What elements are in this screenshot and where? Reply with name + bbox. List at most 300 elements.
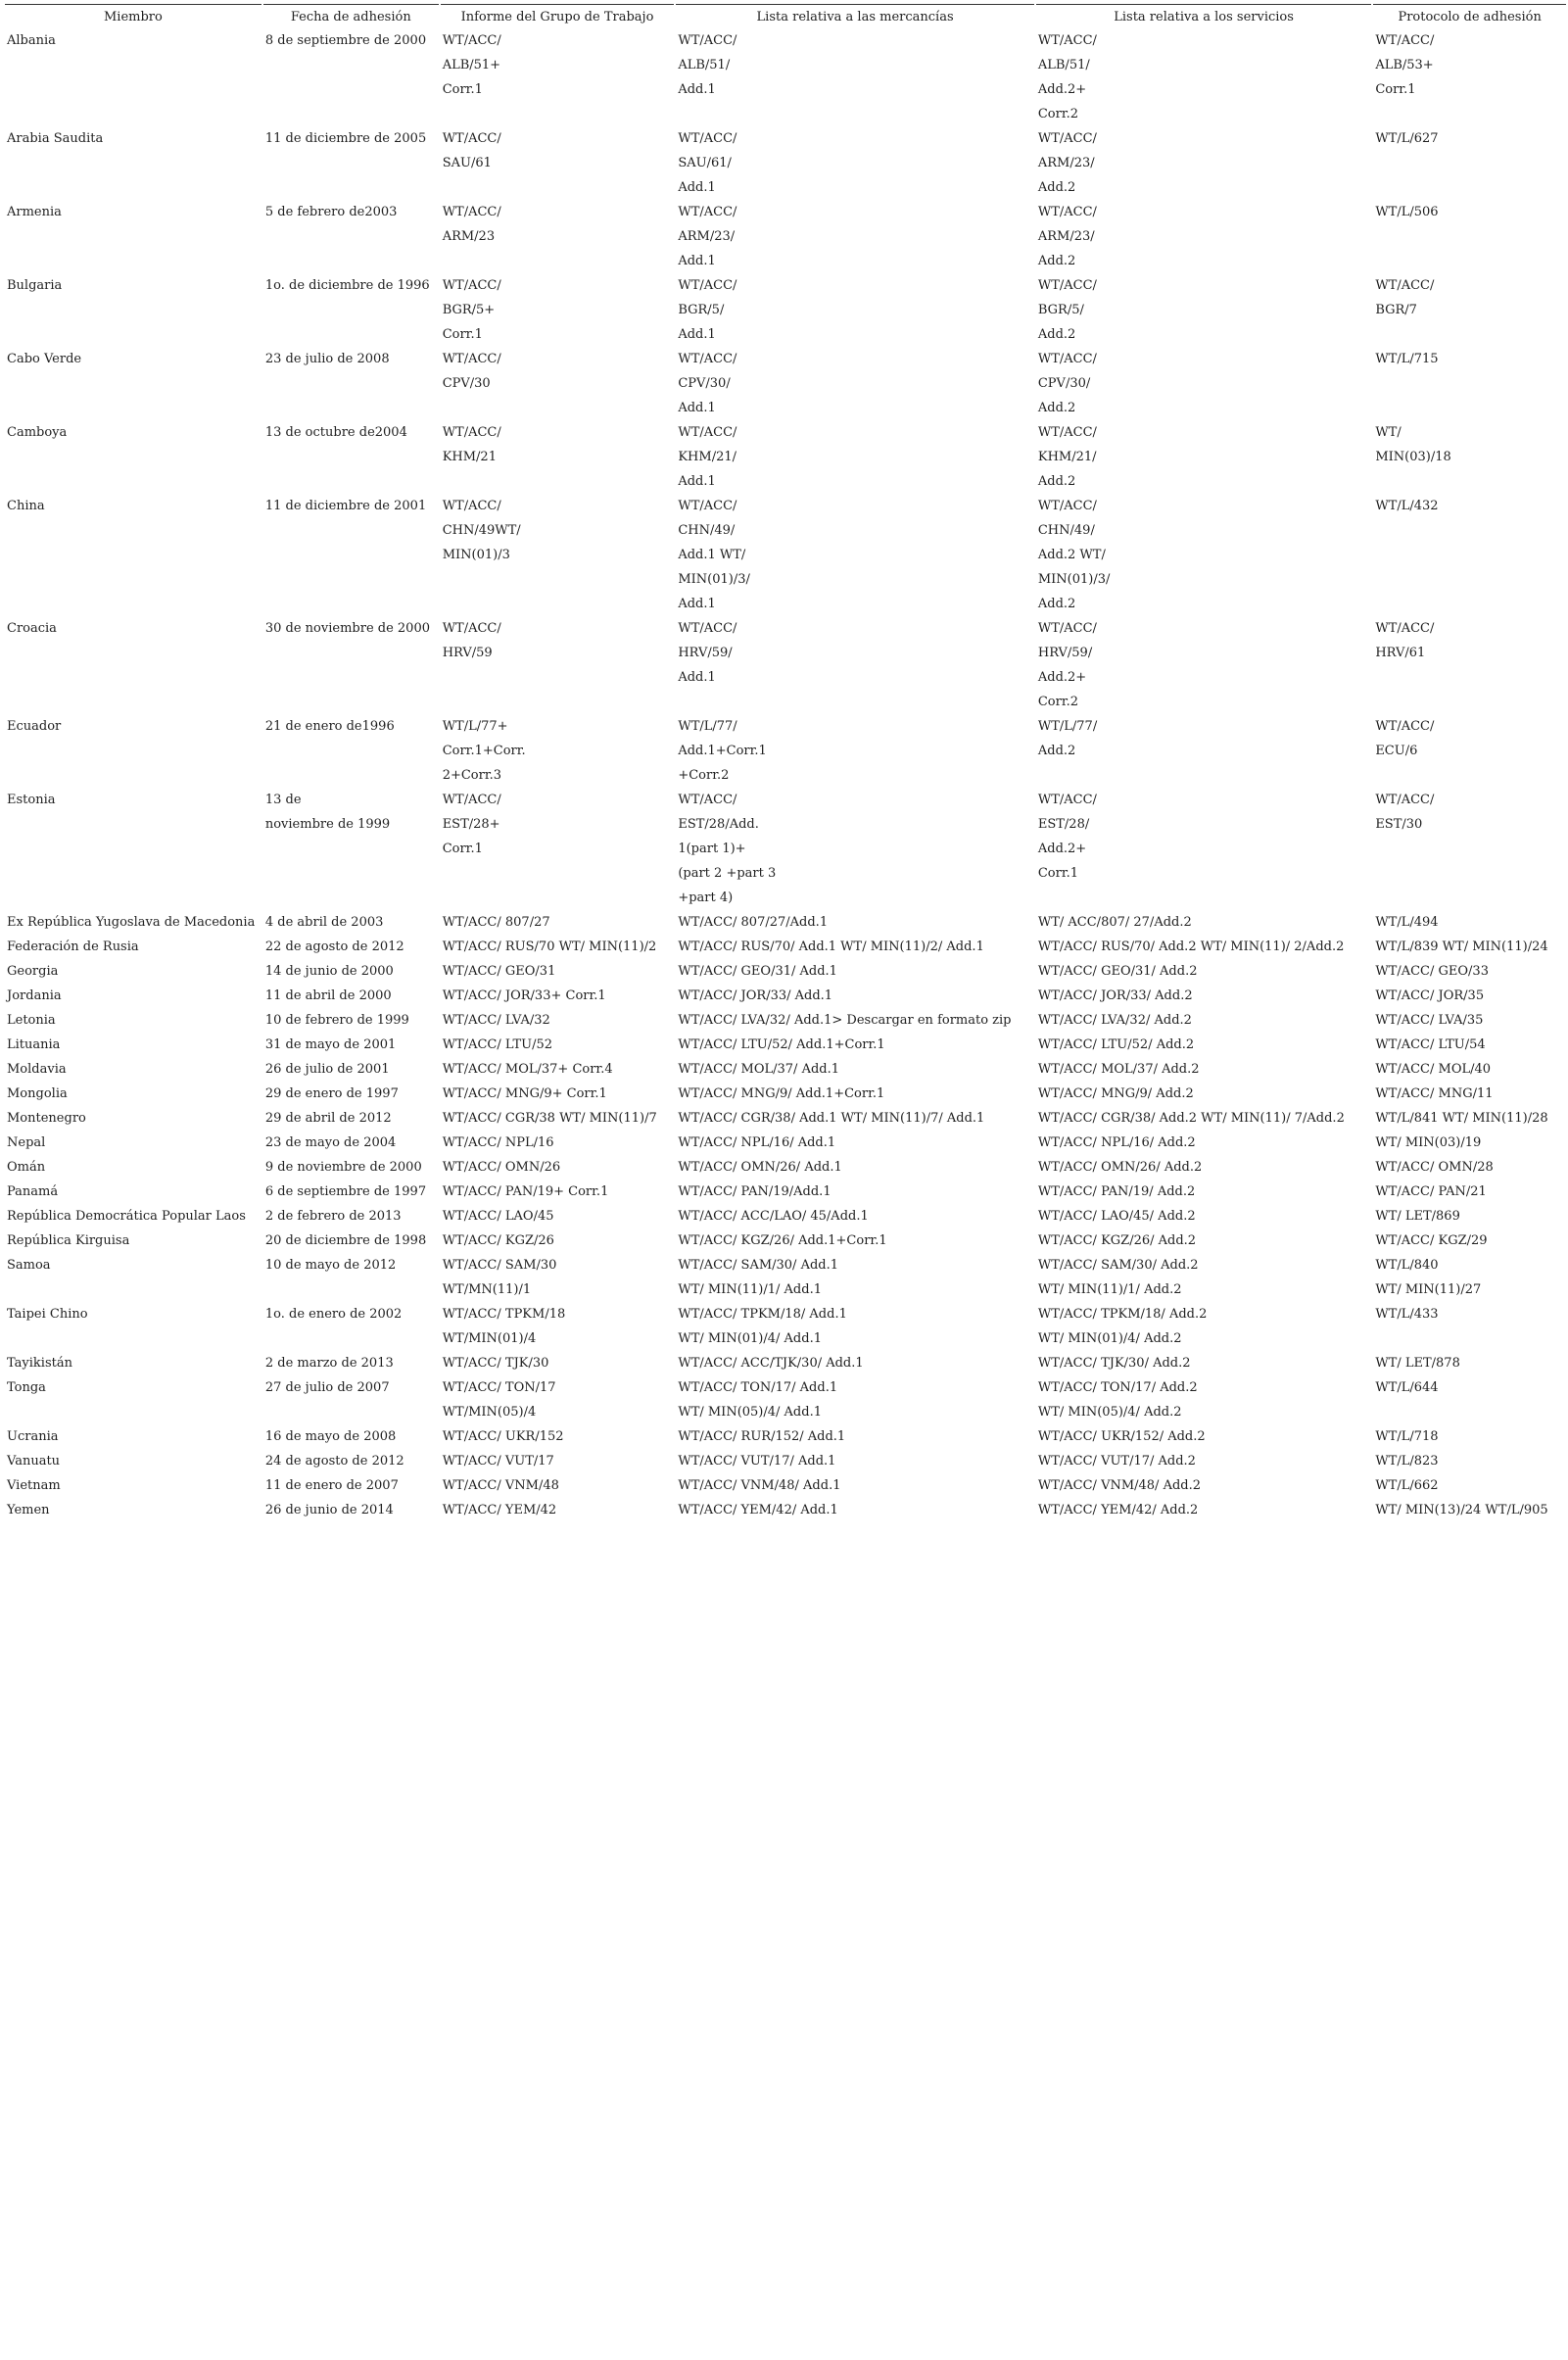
protocol-cell [1373,273,1566,347]
services-list-text: Add.2 [1037,401,1076,415]
report-text: WT/ACC/ PAN/19+ Corr.1 [442,1184,609,1199]
date-cell [263,935,439,959]
goods-list-cell [676,984,1034,1008]
protocol-text: WT/ACC/ [1375,33,1435,48]
services-list-text: Add.2 [1037,254,1076,268]
services-list-text: WT/ ACC/807/ 27/Add.2 [1037,915,1192,930]
protocol-cell [1373,1057,1566,1082]
table-row [5,1106,1566,1131]
table-row [5,1449,1566,1473]
goods-list-text: WT/ MIN(05)/4/ Add.1 [678,1405,822,1420]
member-cell [5,1498,261,1522]
services-list-cell [1036,420,1371,494]
protocol-text: WT/ MIN(13)/24 WT/L/905 [1375,1503,1548,1517]
report-text: WT/ACC/ [442,425,501,440]
date-text: 11 de enero de 2007 [264,1478,399,1493]
report-text: WT/ACC/ NPL/16 [442,1135,554,1150]
protocol-text: WT/ACC/ MNG/11 [1375,1086,1494,1101]
services-list-cell [1036,1498,1371,1522]
goods-list-cell [676,616,1034,714]
date-text: 29 de abril de 2012 [264,1111,392,1126]
protocol-text: WT/L/715 [1375,352,1439,366]
services-list-cell [1036,28,1371,126]
protocol-cell [1373,1180,1566,1204]
member-text: Montenegro [7,1111,86,1126]
services-list-text: WT/ACC/ SAM/30/ Add.2 [1037,1258,1199,1273]
goods-list-text: WT/ACC/ KGZ/26/ Add.1+Corr.1 [678,1233,887,1248]
report-cell [441,1498,675,1522]
date-cell [263,494,439,616]
protocol-cell [1373,1351,1566,1375]
table-row [5,273,1566,347]
member-text: Armenia [7,205,62,219]
member-text: Bulgaria [7,278,63,293]
services-list-cell [1036,1057,1371,1082]
member-text: Cabo Verde [7,352,82,366]
services-list-text: WT/ACC/ VUT/17/ Add.2 [1037,1454,1196,1469]
goods-list-text: WT/ACC/ PAN/19/Add.1 [678,1184,832,1199]
protocol-cell [1373,28,1566,126]
services-list-cell [1036,1253,1371,1302]
date-text: 21 de enero de1996 [264,719,395,734]
report-cell [441,1449,675,1473]
date-text: 9 de noviembre de 2000 [264,1160,422,1175]
goods-list-cell [676,1473,1034,1498]
services-list-cell [1036,1033,1371,1057]
goods-list-cell [676,959,1034,984]
protocol-text: WT/ LET/878 [1375,1356,1460,1371]
member-cell [5,200,261,273]
report-text: Corr.1+Corr. [442,744,526,758]
member-cell [5,1473,261,1498]
table-row [5,1302,1566,1351]
header-report: Informe del Grupo de Trabajo [441,4,675,28]
goods-list-text: Add.1 [678,401,716,415]
goods-list-text: WT/ACC/ LVA/32/ Add.1> Descargar en formato zip [678,1013,1012,1028]
services-list-cell [1036,126,1371,200]
report-cell [441,935,675,959]
date-text: 26 de julio de 2001 [264,1062,390,1077]
goods-list-text: Add.1 [678,82,716,97]
protocol-cell [1373,1155,1566,1180]
services-list-text: WT/ACC/ MOL/37/ Add.2 [1037,1062,1200,1077]
protocol-cell [1373,935,1566,959]
report-cell [441,1302,675,1351]
date-cell [263,1033,439,1057]
member-text: Jordania [7,988,62,1003]
protocol-text: WT/ACC/ OMN/28 [1375,1160,1494,1175]
date-text: 31 de mayo de 2001 [264,1037,397,1052]
services-list-text: WT/ACC/ TON/17/ Add.2 [1037,1380,1198,1395]
protocol-cell [1373,1204,1566,1228]
services-list-text: WT/ACC/ RUS/70/ Add.2 WT/ MIN(11)/ 2/Add.2 [1037,939,1345,954]
report-cell [441,1155,675,1180]
report-cell [441,1228,675,1253]
date-cell [263,1424,439,1449]
protocol-text: WT/ACC/ PAN/21 [1375,1184,1487,1199]
goods-list-cell [676,1375,1034,1424]
services-list-text: WT/ MIN(01)/4/ Add.2 [1037,1331,1182,1346]
report-text: WT/ACC/ CGR/38 WT/ MIN(11)/7 [442,1111,657,1126]
date-cell [263,1302,439,1351]
goods-list-cell [676,910,1034,935]
report-text: WT/ACC/ [442,33,501,48]
goods-list-text: WT/ACC/ 807/27/Add.1 [678,915,829,930]
member-text: Panamá [7,1184,59,1199]
goods-list-text: WT/ACC/ LTU/52/ Add.1+Corr.1 [678,1037,885,1052]
report-text: BGR/5+ [442,303,496,317]
date-text: 27 de julio de 2007 [264,1380,390,1395]
services-list-cell [1036,1204,1371,1228]
protocol-cell [1373,1449,1566,1473]
member-cell [5,910,261,935]
protocol-text: WT/ACC/ LTU/54 [1375,1037,1486,1052]
date-text: 11 de abril de 2000 [264,988,392,1003]
member-text: Croacia [7,621,57,636]
goods-list-cell [676,1033,1034,1057]
report-cell [441,714,675,788]
member-text: Ex República Yugoslava de Macedonia [7,915,256,930]
services-list-text: MIN(01)/3/ [1037,572,1111,587]
services-list-text: Add.2 [1037,327,1076,342]
services-list-text: Add.2 WT/ [1037,548,1106,562]
report-text: WT/ACC/ TON/17 [442,1380,556,1395]
services-list-text: WT/ACC/ GEO/31/ Add.2 [1037,964,1198,979]
goods-list-cell [676,200,1034,273]
member-cell [5,1008,261,1033]
protocol-cell [1373,1375,1566,1424]
report-text: WT/ACC/ VNM/48 [442,1478,559,1493]
member-cell [5,788,261,910]
member-cell [5,714,261,788]
services-list-cell [1036,910,1371,935]
goods-list-text: WT/ACC/ ACC/LAO/ 45/Add.1 [678,1209,869,1224]
member-text: República Democrática Popular Laos [7,1209,246,1224]
header-goods: Lista relativa a las mercancías [676,4,1034,28]
table-row [5,1498,1566,1522]
member-cell [5,1106,261,1131]
report-cell [441,1180,675,1204]
goods-list-cell [676,1008,1034,1033]
goods-list-cell [676,1253,1034,1302]
services-list-text: WT/ACC/ [1037,793,1097,807]
date-cell [263,984,439,1008]
goods-list-text: WT/ACC/ ACC/TJK/30/ Add.1 [678,1356,864,1371]
date-cell [263,1449,439,1473]
member-cell [5,494,261,616]
goods-list-text: WT/ACC/ [678,621,737,636]
member-cell [5,1375,261,1424]
report-text: WT/ACC/ 807/27 [442,915,550,930]
protocol-cell [1373,1131,1566,1155]
date-text: 13 de octubre de2004 [264,425,407,440]
member-text: República Kirguisa [7,1233,130,1248]
protocol-text: WT/L/432 [1375,499,1439,513]
member-cell [5,1449,261,1473]
goods-list-cell [676,126,1034,200]
member-cell [5,984,261,1008]
protocol-text: WT/ACC/ [1375,719,1435,734]
table-row [5,347,1566,420]
date-cell [263,714,439,788]
protocol-text: WT/ACC/ KGZ/29 [1375,1233,1488,1248]
report-text: WT/MIN(01)/4 [442,1331,537,1346]
date-text: 11 de diciembre de 2005 [264,131,427,146]
goods-list-text: BGR/5/ [678,303,725,317]
member-text: Letonia [7,1013,56,1028]
goods-list-cell [676,1228,1034,1253]
services-list-cell [1036,788,1371,910]
report-cell [441,616,675,714]
services-list-text: ARM/23/ [1037,156,1095,170]
date-cell [263,347,439,420]
member-cell [5,1424,261,1449]
report-text: WT/ACC/ VUT/17 [442,1454,554,1469]
member-cell [5,616,261,714]
date-text: 10 de mayo de 2012 [264,1258,397,1273]
goods-list-text: EST/28/Add. [678,817,759,832]
services-list-text: WT/ACC/ YEM/42/ Add.2 [1037,1503,1199,1517]
services-list-cell [1036,1449,1371,1473]
report-text: WT/ACC/ LTU/52 [442,1037,553,1052]
protocol-text: WT/L/433 [1375,1307,1439,1322]
table-row [5,788,1566,910]
goods-list-text: WT/ACC/ MNG/9/ Add.1+Corr.1 [678,1086,885,1101]
member-text: Vanuatu [7,1454,61,1469]
services-list-text: WT/ACC/ TJK/30/ Add.2 [1037,1356,1191,1371]
goods-list-text: Add.1 [678,254,716,268]
date-text: 6 de septiembre de 1997 [264,1184,427,1199]
services-list-cell [1036,347,1371,420]
goods-list-text: WT/ACC/ [678,499,737,513]
services-list-text: Add.2 [1037,474,1076,489]
goods-list-text: Add.1 [678,180,716,195]
goods-list-text: WT/ACC/ [678,131,737,146]
report-cell [441,494,675,616]
member-cell [5,1131,261,1155]
goods-list-text: WT/ACC/ YEM/42/ Add.1 [678,1503,838,1517]
report-text: WT/ACC/ TJK/30 [442,1356,549,1371]
services-list-text: CPV/30/ [1037,376,1091,391]
date-text: 30 de noviembre de 2000 [264,621,430,636]
report-cell [441,910,675,935]
table-row [5,1008,1566,1033]
protocol-text: WT/L/841 WT/ MIN(11)/28 [1375,1111,1548,1126]
date-text: 11 de diciembre de 2001 [264,499,427,513]
goods-list-cell [676,1351,1034,1375]
date-cell [263,1057,439,1082]
member-cell [5,1057,261,1082]
goods-list-cell [676,1057,1034,1082]
services-list-cell [1036,1375,1371,1424]
date-text: 23 de mayo de 2004 [264,1135,397,1150]
table-row [5,1473,1566,1498]
member-cell [5,420,261,494]
services-list-cell [1036,1180,1371,1204]
services-list-text: WT/ MIN(05)/4/ Add.2 [1037,1405,1182,1420]
report-cell [441,1131,675,1155]
protocol-text: WT/ MIN(03)/19 [1375,1135,1482,1150]
report-text: WT/ACC/ UKR/152 [442,1429,564,1444]
goods-list-cell [676,420,1034,494]
date-text: 1o. de diciembre de 1996 [264,278,430,293]
member-text: Lituania [7,1037,61,1052]
goods-list-text: WT/ACC/ CGR/38/ Add.1 WT/ MIN(11)/7/ Add.1 [678,1111,985,1126]
member-text: Tayikistán [7,1356,72,1371]
member-text: Vietnam [7,1478,61,1493]
protocol-cell [1373,984,1566,1008]
services-list-cell [1036,1424,1371,1449]
goods-list-cell [676,1302,1034,1351]
protocol-cell [1373,959,1566,984]
services-list-cell [1036,1082,1371,1106]
report-text: WT/ACC/ JOR/33+ Corr.1 [442,988,606,1003]
services-list-text: WT/ACC/ MNG/9/ Add.2 [1037,1086,1194,1101]
goods-list-text: (part 2 +part 3 [678,866,777,881]
date-cell [263,420,439,494]
date-cell [263,1082,439,1106]
goods-list-text: WT/ACC/ TON/17/ Add.1 [678,1380,838,1395]
services-list-text: CHN/49/ [1037,523,1095,538]
report-text: KHM/21 [442,450,497,464]
report-cell [441,273,675,347]
services-list-text: WT/ACC/ [1037,621,1097,636]
goods-list-cell [676,273,1034,347]
report-cell [441,1375,675,1424]
date-text: noviembre de 1999 [264,817,391,832]
protocol-cell [1373,126,1566,200]
services-list-text: WT/ACC/ UKR/152/ Add.2 [1037,1429,1206,1444]
protocol-text: WT/ MIN(11)/27 [1375,1282,1482,1297]
goods-list-text: WT/ MIN(01)/4/ Add.1 [678,1331,822,1346]
goods-list-text: WT/ACC/ SAM/30/ Add.1 [678,1258,839,1273]
member-text: Arabia Saudita [7,131,104,146]
member-cell [5,347,261,420]
protocol-text: WT/ACC/ [1375,793,1435,807]
protocol-cell [1373,1033,1566,1057]
protocol-text: WT/L/839 WT/ MIN(11)/24 [1375,939,1548,954]
protocol-text: ALB/53+ [1375,58,1434,72]
table-row [5,1131,1566,1155]
services-list-text: ALB/51/ [1037,58,1090,72]
goods-list-text: WT/ACC/ [678,278,737,293]
protocol-text: EST/30 [1375,817,1423,832]
report-text: WT/ACC/ [442,793,501,807]
services-list-text: WT/ACC/ [1037,205,1097,219]
goods-list-text: WT/ACC/ RUS/70/ Add.1 WT/ MIN(11)/2/ Add.1 [678,939,984,954]
report-text: ARM/23 [442,229,496,244]
protocol-cell [1373,788,1566,910]
goods-list-text: KHM/21/ [678,450,736,464]
goods-list-cell [676,1424,1034,1449]
services-list-text: WT/ACC/ JOR/33/ Add.2 [1037,988,1193,1003]
date-text: 14 de junio de 2000 [264,964,394,979]
report-text: SAU/61 [442,156,492,170]
member-cell [5,1302,261,1351]
report-text: EST/28+ [442,817,500,832]
header-row [5,4,1566,28]
protocol-text: ECU/6 [1375,744,1418,758]
services-list-text: WT/ACC/ [1037,352,1097,366]
date-text: 13 de [264,793,302,807]
date-text: 2 de marzo de 2013 [264,1356,394,1371]
services-list-text: WT/ACC/ [1037,131,1097,146]
goods-list-text: CPV/30/ [678,376,731,391]
header-date: Fecha de adhesión [263,4,439,28]
table-row [5,959,1566,984]
goods-list-cell [676,1082,1034,1106]
goods-list-text: WT/ACC/ VUT/17/ Add.1 [678,1454,836,1469]
protocol-text: MIN(03)/18 [1375,450,1451,464]
services-list-cell [1036,1302,1371,1351]
protocol-cell [1373,616,1566,714]
report-text: WT/ACC/ TPKM/18 [442,1307,566,1322]
report-text: ALB/51+ [442,58,501,72]
report-cell [441,1082,675,1106]
services-list-text: Corr.1 [1037,866,1079,881]
report-text: Corr.1 [442,327,483,342]
services-list-cell [1036,1228,1371,1253]
date-cell [263,126,439,200]
protocol-text: WT/L/662 [1375,1478,1439,1493]
goods-list-cell [676,788,1034,910]
member-cell [5,1351,261,1375]
date-text: 20 de diciembre de 1998 [264,1233,427,1248]
date-text: 8 de septiembre de 2000 [264,33,427,48]
report-text: WT/ACC/ KGZ/26 [442,1233,554,1248]
member-cell [5,273,261,347]
protocol-cell [1373,1424,1566,1449]
goods-list-text: +Corr.2 [678,768,730,783]
protocol-text: BGR/7 [1375,303,1417,317]
member-text: Georgia [7,964,59,979]
services-list-cell [1036,200,1371,273]
goods-list-text: Add.1 [678,327,716,342]
report-text: WT/ACC/ MOL/37+ Corr.4 [442,1062,613,1077]
report-text: CPV/30 [442,376,491,391]
table-row [5,1057,1566,1082]
protocol-cell [1373,200,1566,273]
services-list-cell [1036,1351,1371,1375]
report-text: WT/ACC/ [442,131,501,146]
table-row [5,616,1566,714]
report-text: WT/ACC/ LVA/32 [442,1013,550,1028]
table-row [5,494,1566,616]
goods-list-text: WT/ACC/ OMN/26/ Add.1 [678,1160,842,1175]
services-list-cell [1036,984,1371,1008]
date-cell [263,1351,439,1375]
table-row [5,1082,1566,1106]
goods-list-text: WT/ACC/ [678,205,737,219]
goods-list-cell [676,1131,1034,1155]
table-row [5,714,1566,788]
date-cell [263,1180,439,1204]
services-list-text: WT/ACC/ [1037,425,1097,440]
date-text: 4 de abril de 2003 [264,915,384,930]
protocol-text: WT/ACC/ JOR/35 [1375,988,1485,1003]
protocol-text: WT/L/494 [1375,915,1439,930]
services-list-text: WT/ MIN(11)/1/ Add.2 [1037,1282,1182,1297]
protocol-text: WT/ACC/ MOL/40 [1375,1062,1492,1077]
date-cell [263,1228,439,1253]
services-list-text: WT/ACC/ [1037,33,1097,48]
report-cell [441,1204,675,1228]
report-text: WT/ACC/ LAO/45 [442,1209,554,1224]
table-row [5,1033,1566,1057]
goods-list-text: CHN/49/ [678,523,736,538]
services-list-text: WT/ACC/ OMN/26/ Add.2 [1037,1160,1203,1175]
protocol-cell [1373,347,1566,420]
